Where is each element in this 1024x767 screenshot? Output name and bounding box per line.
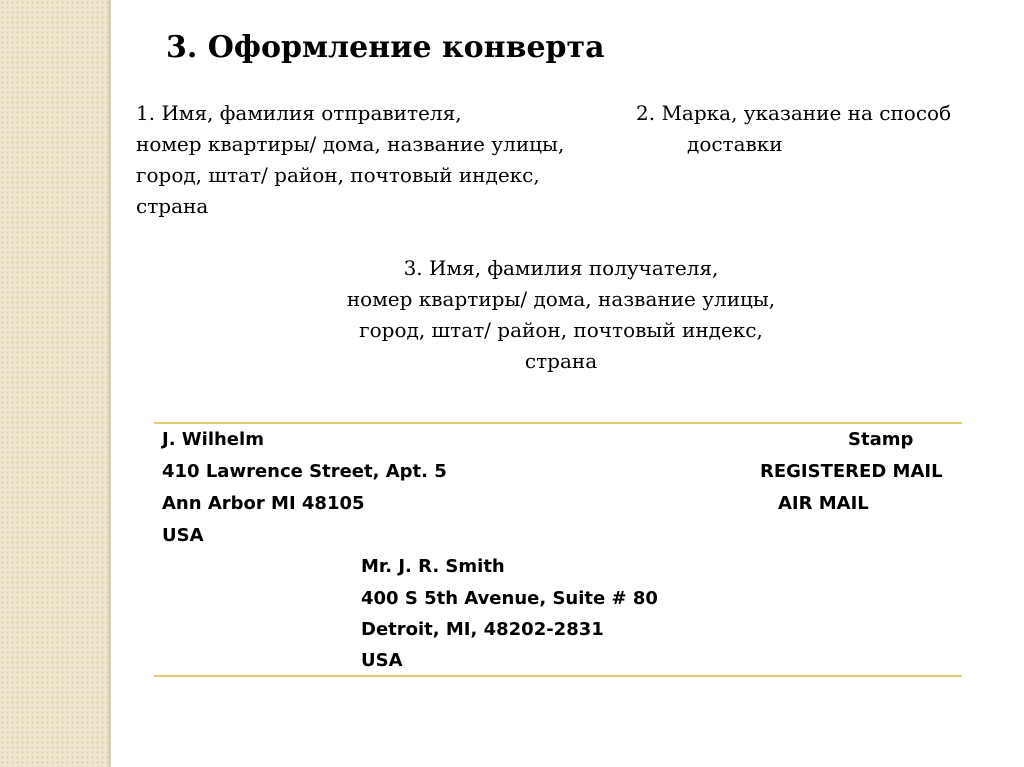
stamp-label: Stamp: [848, 429, 914, 450]
sender-street: 410 Lawrence Street, Apt. 5: [162, 461, 447, 482]
stamp-explanation: [636, 98, 951, 160]
stamp-explanation-line: 2. Марка, указание на способ: [636, 101, 952, 125]
recipient-explanation-line: 3. Имя, фамилия получателя,: [403, 256, 719, 280]
envelope-top-rule: [154, 422, 962, 424]
sender-explanation-line: город, штат/ район, почтовый индекс,: [136, 163, 540, 187]
sender-explanation-line: номер квартиры/ дома, название улицы,: [136, 132, 565, 156]
sender-explanation-line: страна: [136, 194, 209, 218]
decorative-side-strip: [0, 0, 108, 767]
recipient-name: Mr. J. R. Smith: [361, 556, 505, 577]
sender-explanation-line: 1. Имя, фамилия отправителя,: [136, 101, 462, 125]
sender-explanation: [136, 98, 564, 222]
recipient-explanation-line: номер квартиры/ дома, название улицы,: [346, 287, 776, 311]
registered-mail-label: REGISTERED MAIL: [760, 461, 943, 482]
recipient-explanation-line: страна: [524, 349, 598, 373]
envelope-example: [154, 422, 962, 677]
sender-city: Ann Arbor MI 48105: [162, 493, 365, 514]
recipient-city: Detroit, MI, 48202-2831: [361, 619, 604, 640]
recipient-street: 400 S 5th Avenue, Suite # 80: [361, 588, 658, 609]
slide-title: 3. Оформление конверта: [166, 30, 605, 65]
stamp-explanation-line: доставки: [687, 132, 783, 156]
air-mail-label: AIR MAIL: [778, 493, 869, 514]
recipient-country: USA: [361, 650, 403, 671]
envelope-bottom-rule: [154, 675, 962, 677]
sender-country: USA: [162, 525, 204, 546]
side-divider: [108, 0, 111, 767]
sender-name: J. Wilhelm: [162, 429, 264, 450]
recipient-explanation: [261, 253, 861, 377]
recipient-explanation-line: город, штат/ район, почтовый индекс,: [359, 318, 763, 342]
